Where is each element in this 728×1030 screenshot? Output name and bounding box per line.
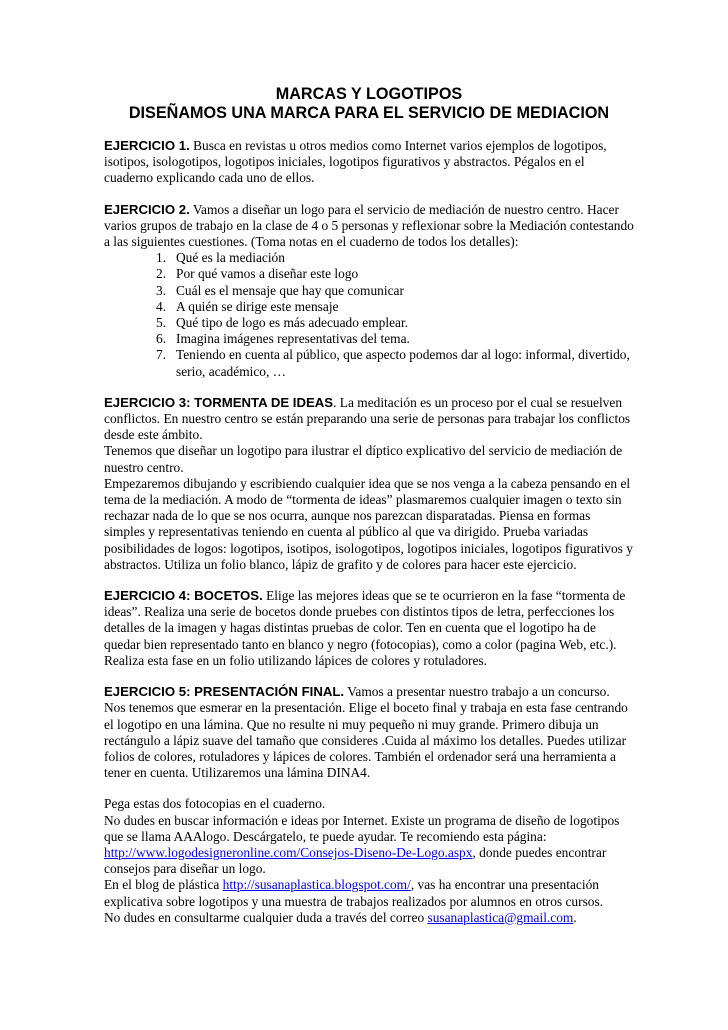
exercise-3 [104, 395, 634, 573]
list-item-number: 4. [156, 298, 167, 314]
exercise-3-paragraph-3: Empezaremos dibujando y escribiendo cualquier idea que se nos venga a la cabeza pensando en el tema de la mediación. A modo de “tormenta de ideas” plasmaremos cualquier imagen o texto sin rechazar nada de lo que se nos ocurra, aunque nos parezcan disparatadas. Piensa en formas simples y representativas teniendo en cuenta al público al que va dirigido. Prueba variadas posibilidades de logos: logotipos, isotipos, isologotipos, logotipos iniciales, logotipos figurativos y abstractos. Utiliza un folio blanco, lápiz de grafito y de colores para hacer este ejercicio. [104, 475, 633, 572]
list-item [104, 299, 634, 315]
closing-line-2-text: No dudes en buscar información e ideas por Internet. Existe un programa de diseño de logotipos que se llama AAAlogo. Descárgatelo, te puede ayudar. Te recomiendo esta página: [104, 812, 620, 844]
list-item-text: Teniendo en cuenta al público, que aspecto podemos dar al logo: informal, divertido, serio, académico, … [176, 347, 630, 379]
exercise-5 [104, 684, 634, 781]
list-item [104, 266, 634, 282]
closing-line-4-after: . [573, 909, 577, 925]
logodesigner-link[interactable]: http://www.logodesigneronline.com/Consejos-Diseno-De-Logo.aspx [104, 844, 473, 860]
exercise-1-text: Busca en revistas u otros medios como Internet varios ejemplos de logotipos, isotipos, isologotipos, logotipos iniciales, logotipos figurativos y abstractos. Pégalos en el cuaderno explicando cada uno de ellos. [104, 138, 607, 186]
list-item-number: 7. [156, 347, 167, 363]
closing-line-3-after: , vas ha encontrar una presentación explicativa sobre logotipos y una muestra de trabajos realizados por alumnos en otros cursos. [104, 877, 604, 909]
exercise-2-text: Vamos a diseñar un logo para el servicio de mediación de nuestro centro. Hacer varios grupos de trabajo en la clase de 4 o 5 personas y reflexionar sobre la Mediación contestando a las siguientes cuestiones. (Toma notas en el cuaderno de todos los detalles): [104, 201, 634, 250]
email-link[interactable]: susanaplastica@gmail.com [427, 909, 574, 925]
list-item [104, 331, 634, 347]
title-line-1: MARCAS Y LOGOTIPOS [275, 85, 463, 103]
exercise-4-heading: EJERCICIO 4: BOCETOS. [104, 588, 263, 604]
closing-notes [104, 796, 634, 926]
exercise-4 [104, 588, 634, 669]
closing-line-1: Pega estas dos fotocopias en el cuaderno. [104, 796, 326, 812]
list-item-number: 2. [156, 266, 167, 282]
list-item-number: 6. [156, 331, 167, 347]
list-item [104, 250, 634, 266]
exercise-3-paragraph [104, 395, 634, 444]
exercise-2-paragraph [104, 202, 634, 251]
list-item-text: Qué tipo de logo es más adecuado emplear. [176, 315, 409, 331]
list-item-text: Cuál es el mensaje que hay que comunicar [176, 282, 404, 298]
title-line-2: DISEÑAMOS UNA MARCA PARA EL SERVICIO DE MEDIACION [128, 104, 610, 122]
list-item-text: Imagina imágenes representativas del tema. [176, 331, 410, 347]
exercise-5-heading: EJERCICIO 5: PRESENTACIÓN FINAL. [104, 684, 345, 700]
exercise-4-paragraph [104, 588, 634, 669]
document-body [104, 85, 634, 926]
list-item-text: Qué es la mediación [176, 250, 285, 266]
exercise-2-question-list [104, 250, 634, 380]
exercise-3-heading: EJERCICIO 3: TORMENTA DE IDEAS [104, 394, 334, 410]
list-item-text: A quién se dirige este mensaje [176, 298, 339, 314]
blog-link[interactable]: http://susanaplastica.blogspot.com/ [222, 877, 411, 893]
closing-line-3-text: En el blog de plástica [104, 877, 223, 893]
exercise-2-heading: EJERCICIO 2. [104, 201, 190, 217]
list-item [104, 347, 634, 379]
exercise-2 [104, 202, 634, 380]
exercise-1-heading: EJERCICIO 1. [104, 138, 190, 153]
closing-line-3 [104, 877, 634, 909]
exercise-1-paragraph [104, 138, 634, 187]
list-item [104, 315, 634, 331]
list-item-number: 1. [156, 250, 167, 266]
exercise-3-paragraph-2: Tenemos que diseñar un logotipo para ilustrar el díptico explicativo del servicio de mediación de nuestro centro. [104, 443, 623, 475]
exercise-5-text: Vamos a presentar nuestro trabajo a un concurso. Nos tenemos que esmerar en la presentación. Elige el boceto final y trabaja en esta fase centrando el logotipo en una lámina. Que no resulte ni muy pequeño ni muy grande. Primero dibuja un rectángulo a lápiz suave del tamaño que consideres .Cuida al máximo los detalles. Puedes utilizar folios de colores, rotuladores y lápices de colores. También el ordenador será una herramienta a tener en cuenta. Utilizaremos una lámina DINA4. [104, 684, 628, 781]
exercise-5-paragraph [104, 684, 634, 781]
list-item-number: 5. [156, 315, 167, 331]
exercise-1 [104, 138, 634, 187]
closing-line-4-text: No dudes en consultarme cualquier duda a través del correo [104, 909, 428, 925]
closing-line-2-after: , donde puedes encontrar consejos para diseñar un logo. [104, 844, 607, 877]
exercise-4-text: Elige las mejores ideas que se te ocurrieron en la fase “tormenta de ideas”. Realiza una serie de bocetos donde pruebes con distintos tipos de letra, perfecciones los detalles de la imagen y hagas distintas pruebas de color. Ten en cuenta que el logotipo ha de quedar bien representado tanto en blanco y negro (fotocopias), como a color (pagina Web, etc.). Realiza esta fase en un folio utilizando lápices de colores y rotuladores. [104, 588, 626, 668]
closing-line-4 [104, 910, 634, 926]
list-item-number: 3. [156, 282, 167, 298]
closing-line-2 [104, 813, 634, 878]
list-item-text: Por qué vamos a diseñar este logo [176, 266, 359, 282]
exercise-3-text: . La meditación es un proceso por el cual se resuelven conflictos. En nuestro centro se están preparando una serie de personas para trabajar los conflictos desde este ámbito. [104, 394, 631, 443]
list-item [104, 283, 634, 299]
